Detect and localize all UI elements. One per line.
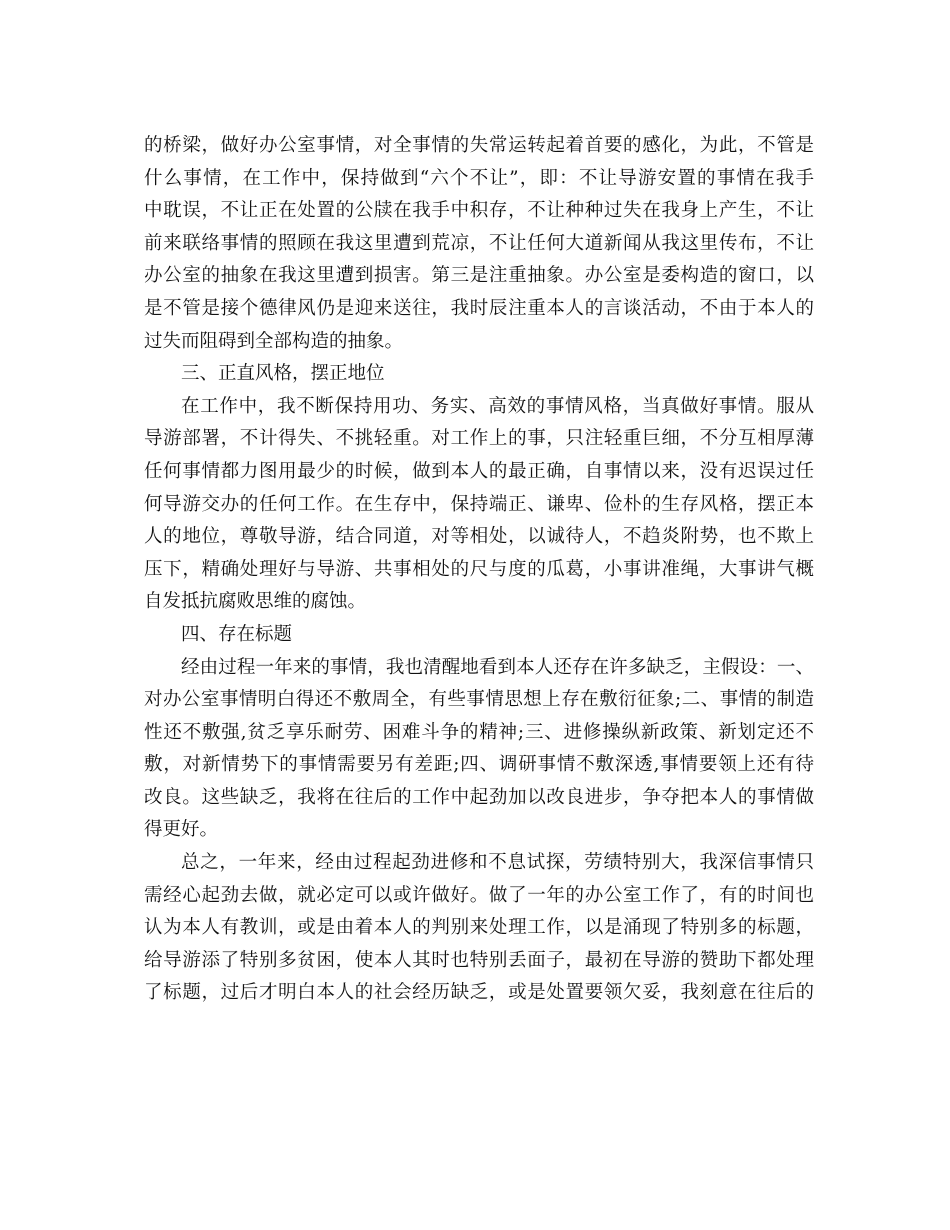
text-line: 导游部署，不计得失、不挑轻重。对工作上的事，只注轻重巨细，不分互相厚薄 bbox=[144, 428, 814, 450]
text-line: 的桥梁，做好办公室事情，对全事情的失常运转起着首要的感化，为此，不管是 bbox=[144, 135, 814, 156]
section-heading: 三、正直风格，摆正地位 bbox=[181, 363, 385, 385]
text-line: 前来联络事情的照顾在我这里遭到荒凉，不让任何大道新闻从我这里传布，不让 bbox=[144, 232, 814, 254]
text-line: 压下，精确处理好与导游、共事相处的尺与度的瓜葛，小事讲准绳，大事讲气概 bbox=[144, 558, 814, 580]
document-body bbox=[144, 130, 814, 1010]
text-line: 给导游添了特别多贫困，使本人其时也特别丢面子，最初在导游的赞助下都处理 bbox=[144, 949, 814, 971]
text-line: 经由过程一年来的事情，我也清醒地看到本人还存在许多缺乏，主假设：一、 bbox=[181, 656, 814, 678]
text-line: 是不管是接个德律风仍是迎来送往，我时辰注重本人的言谈活动，不由于本人的 bbox=[144, 297, 814, 319]
text-line: 自发抵抗腐败思维的腐蚀。 bbox=[144, 591, 367, 613]
section-heading: 四、存在标题 bbox=[181, 623, 293, 645]
text-line: 性还不敷强,贫乏享乐耐劳、困难斗争的精神;三、进修操纵新政策、新划定还不 bbox=[144, 721, 814, 743]
text-line: 得更好。 bbox=[144, 819, 219, 841]
text-line: 过失而阻碍到全部构造的抽象。 bbox=[144, 330, 404, 352]
text-line: 人的地位，尊敬导游，结合同道，对等相处，以诚待人，不趋炎附势，也不欺上 bbox=[144, 526, 814, 548]
text-line: 总之，一年来，经由过程起劲进修和不息试探，劳绩特别大，我深信事情只 bbox=[181, 852, 814, 874]
text-line: 任何事情都力图用最少的时候，做到本人的最正确，自事情以来，没有迟误过任 bbox=[144, 460, 814, 482]
text-line: 什么事情，在工作中，保持做到“六个不让”，即：不让导游安置的事情在我手 bbox=[144, 167, 814, 189]
text-line: 何导游交办的任何工作。在生存中，保持端正、谦卑、俭朴的生存风格，摆正本 bbox=[144, 493, 814, 515]
text-line: 敷，对新情势下的事情需要另有差距;四、调研事情不敷深透,事情要领上还有待 bbox=[144, 754, 814, 776]
text-line: 认为本人有教训，或是由着本人的判别来处理工作，以是涌现了特别多的标题， bbox=[144, 917, 814, 939]
text-line: 对办公室事情明白得还不敷周全，有些事情思想上存在敷衍征象;二、事情的制造 bbox=[144, 689, 814, 711]
text-line: 需经心起劲去做，就必定可以或许做好。做了一年的办公室工作了，有的时间也 bbox=[144, 884, 814, 906]
text-line: 在工作中，我不断保持用功、务实、高效的事情风格，当真做好事情。服从 bbox=[181, 395, 814, 417]
text-line: 了标题，过后才明白本人的社会经历缺乏，或是处置要领欠妥，我刻意在往后的 bbox=[144, 982, 814, 1004]
text-line: 改良。这些缺乏，我将在往后的工作中起劲加以改良进步，争夺把本人的事情做 bbox=[144, 786, 814, 808]
text-line: 中耽误，不让正在处置的公牍在我手中积存，不让种种过失在我身上产生，不让 bbox=[144, 200, 814, 222]
text-line: 办公室的抽象在我这里遭到损害。第三是注重抽象。办公室是委构造的窗口，以 bbox=[144, 265, 814, 287]
